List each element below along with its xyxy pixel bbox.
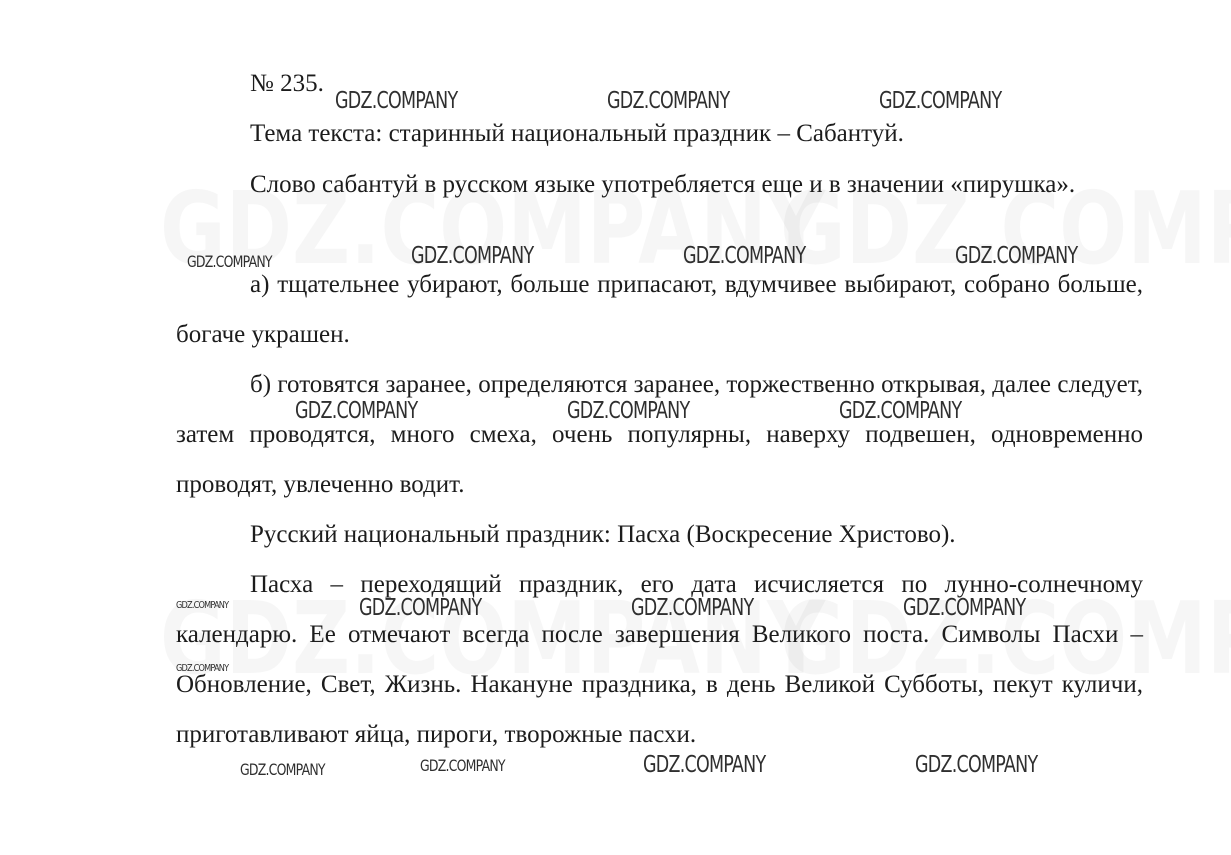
- watermark-text: GDZ.COMPANY: [567, 398, 690, 424]
- paragraph-sabantuy-meaning: Слово сабантуй в русском языке употребляется еще и в значении «пирушка».: [250, 171, 1076, 198]
- watermark-text: GDZ.COMPANY: [879, 88, 1002, 114]
- watermark-text: GDZ.COMPANY: [643, 752, 766, 778]
- paragraph-easter: Пасха – переходящий праздник, его дата исчисляется по лунно-солнечному календарю. Ее отмечают всегда после завершения Великого поста. Символы Пасхи – Обновление, Свет, Жизнь. Накануне праздника, в день Великой Субботы, пекут куличи, приготавливают яйца, пироги, творожные пасхи.: [176, 571, 1143, 748]
- watermark-text: GDZ.COMPANY: [176, 663, 229, 674]
- watermark-text: GDZ.COMPANY: [631, 595, 754, 621]
- paragraph-answer-a: а) тщательнее убирают, больше припасают, вдумчивее выбирают, собрано больше, богаче украшен.: [176, 271, 1143, 348]
- text-topic: Тема текста: старинный национальный праздник – Сабантуй.: [250, 120, 904, 147]
- watermark-text: GDZ.COMPANY: [187, 252, 272, 271]
- watermark-text: GDZ.COMPANY: [839, 398, 962, 424]
- watermark-text: GDZ.COMPANY: [295, 398, 418, 424]
- watermark-text: GDZ.COMPANY: [359, 595, 482, 621]
- paragraph-russian-holiday: Русский национальный праздник: Пасха (Воскресение Христово).: [250, 521, 956, 548]
- watermark-text: GDZ.COMPANY: [607, 88, 730, 114]
- watermark-text: GDZ.COMPANY: [955, 243, 1078, 269]
- paragraph-answer-b: б) готовятся заранее, определяются заранее, торжественно открывая, далее следует, затем проводятся, много смеха, очень популярны, наверху подвешен, одновременно проводят, увлеченно водит.: [176, 371, 1143, 498]
- watermark-text: GDZ.COMPANY: [240, 760, 325, 779]
- watermark-text: GDZ.COMPANY: [420, 756, 505, 775]
- watermark-text: GDZ.COMPANY: [411, 243, 534, 269]
- exercise-number: № 235.: [250, 70, 324, 97]
- watermark-text: GDZ.COMPANY: [915, 752, 1038, 778]
- watermark-text: GDZ.COMPANY: [903, 595, 1026, 621]
- watermark-text: GDZ.COMPANY: [335, 88, 458, 114]
- watermark-text: GDZ.COMPANY: [683, 243, 806, 269]
- watermark-text: GDZ.COMPANY: [176, 600, 229, 611]
